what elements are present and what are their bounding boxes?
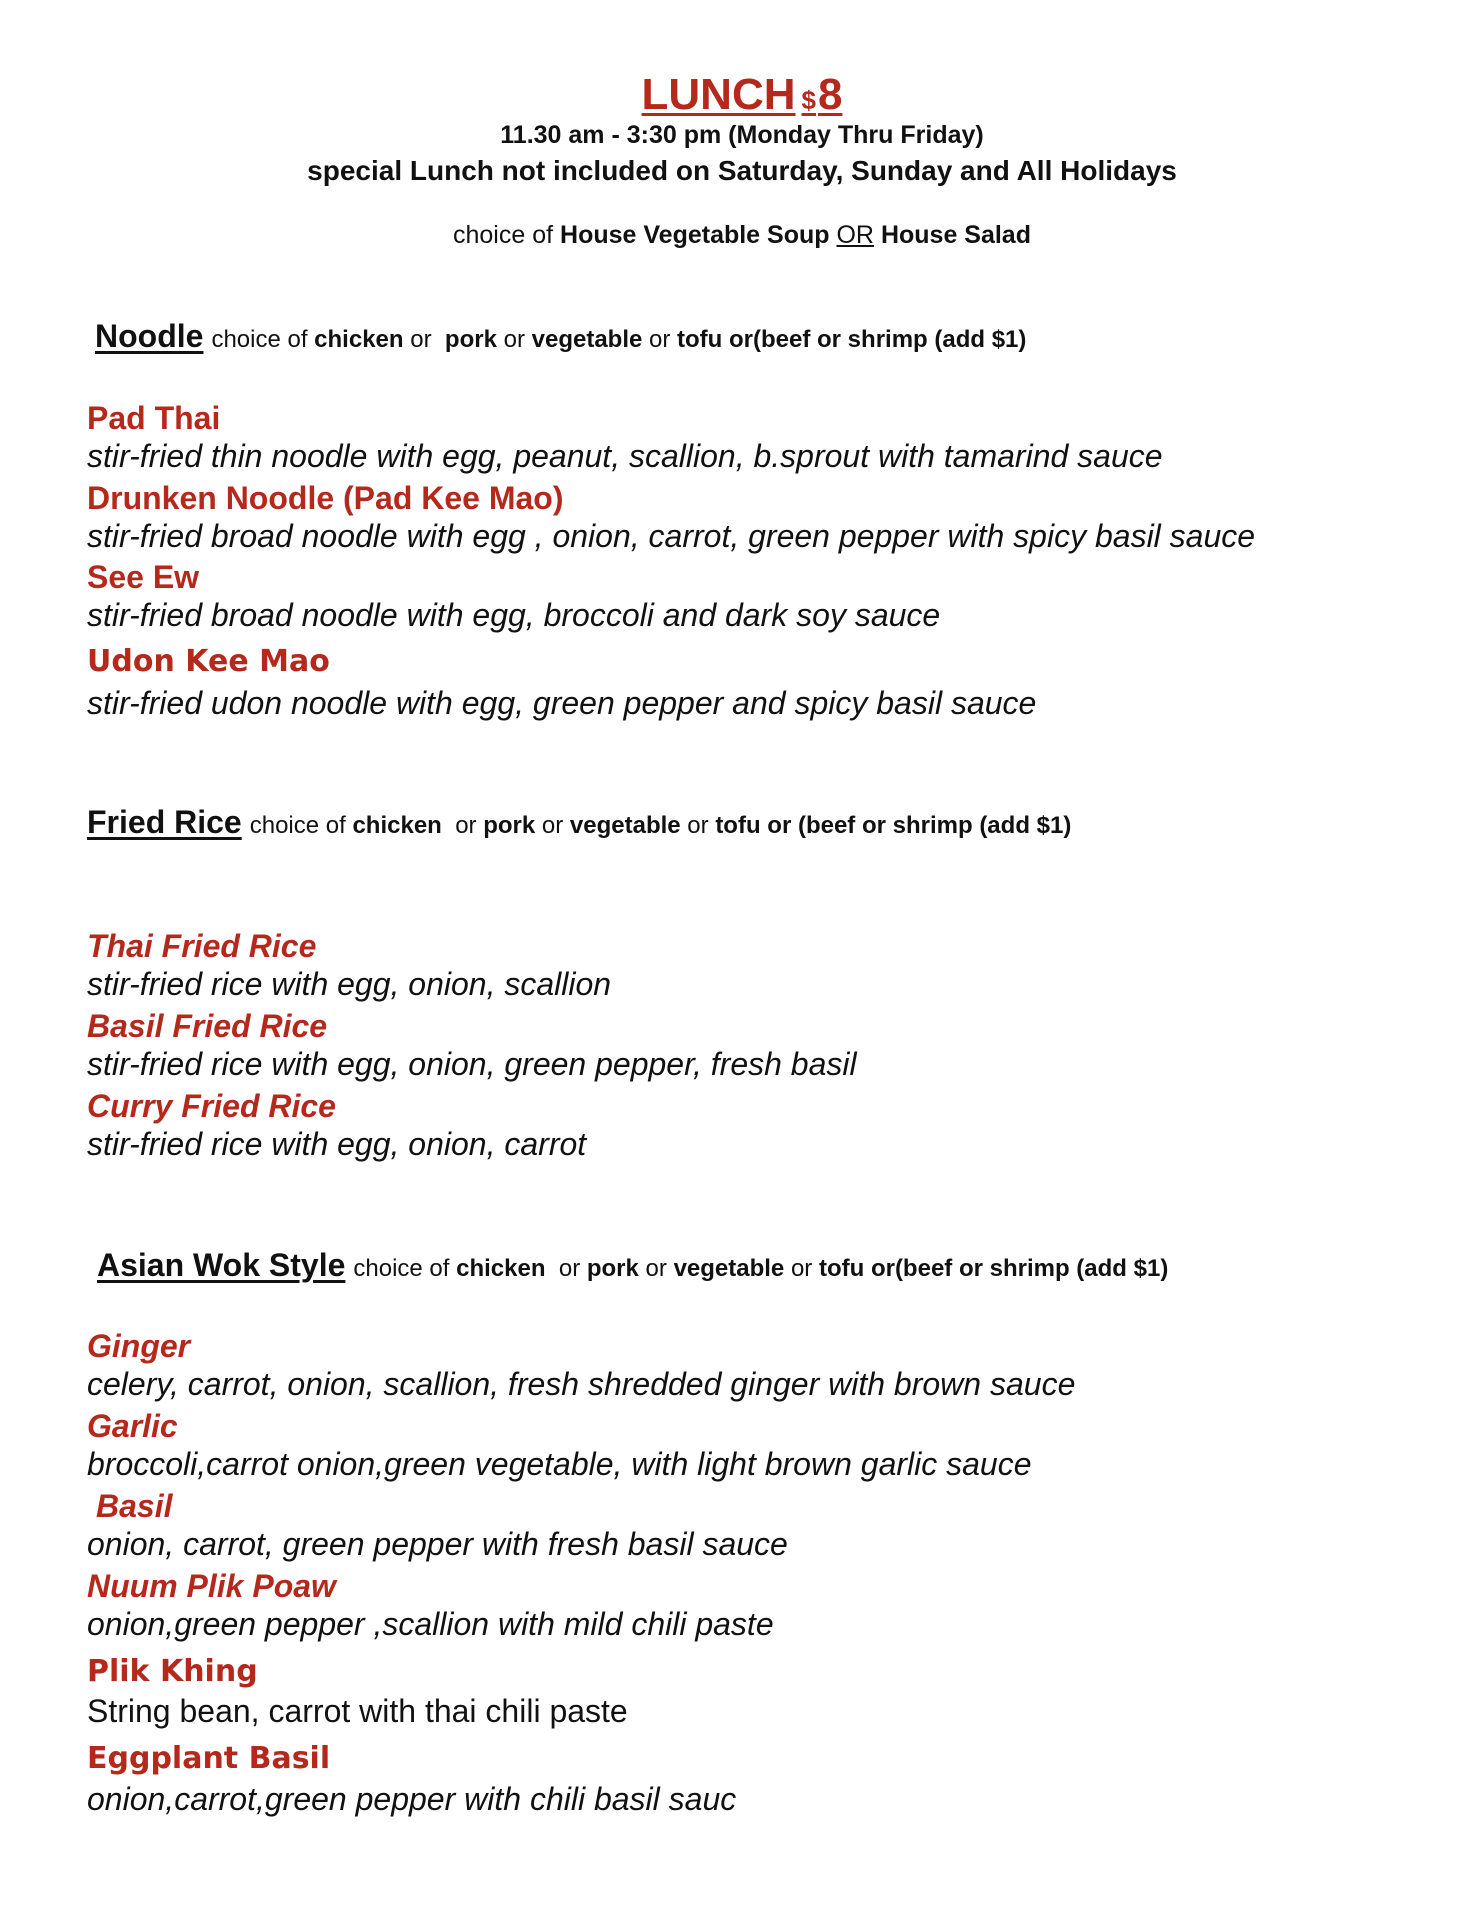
choice-prefix: choice of: [249, 812, 346, 839]
item-description: onion,carrot,green pepper with chili basil sauc: [87, 1781, 737, 1817]
item-description: stir-fried rice with egg, onion, carrot: [87, 1126, 587, 1162]
choice-prefix: choice of: [453, 221, 554, 249]
item-description: stir-fried thin noodle with egg, peanut, scallion, b.sprout with tamarind sauce: [87, 438, 1163, 474]
item-description: stir-fried udon noodle with egg, green pepper and spicy basil sauce: [87, 685, 1037, 721]
protein-pork: pork: [444, 326, 497, 353]
or-text: or: [645, 1255, 667, 1282]
lunch-notice: special Lunch not included on Saturday, Sunday and All Holidays: [307, 155, 1177, 186]
item-description: stir-fried broad noodle with egg , onion, carrot, green pepper with spicy basil sauce: [87, 518, 1256, 554]
item-name: Basil: [96, 1488, 173, 1524]
item-name: Eggplant Basil: [87, 1741, 331, 1776]
item-description: String bean, carrot with thai chili paste: [87, 1693, 628, 1729]
protein-chicken: chicken: [314, 326, 404, 353]
protein-vegetable: vegetable: [531, 326, 643, 353]
item-name: Plik Khing: [87, 1654, 258, 1689]
item-description: celery, carrot, onion, scallion, fresh shredded ginger with brown sauce: [87, 1366, 1076, 1402]
or-text: or: [455, 812, 477, 839]
protein-pork: pork: [586, 1255, 639, 1282]
currency-symbol: $: [801, 85, 816, 115]
or-text: or: [558, 1255, 581, 1282]
section-header-asian-wok-style: [97, 1245, 1168, 1289]
section-name: Noodle: [95, 318, 204, 354]
or-text: or: [410, 326, 432, 353]
protein-tofu-or-upgrade: tofu or(beef or shrimp (add $1): [677, 326, 1027, 353]
price: 8: [817, 70, 843, 119]
or-text: or: [649, 326, 671, 353]
item-description: onion, carrot, green pepper with fresh basil sauce: [87, 1526, 788, 1562]
item-description: stir-fried rice with egg, onion, green pepper, fresh basil: [87, 1046, 857, 1082]
or-text: or: [790, 1255, 813, 1282]
item-name: Basil Fried Rice: [87, 1008, 328, 1044]
menu-title: [0, 70, 1484, 125]
lunch-hours: 11.30 am - 3:30 pm (Monday Thru Friday): [500, 121, 984, 149]
protein-vegetable: vegetable: [673, 1255, 785, 1282]
item-description: stir-fried rice with egg, onion, scallion: [87, 966, 612, 1002]
choice-salad: House Salad: [880, 221, 1031, 249]
item-description: broccoli,carrot onion,green vegetable, with light brown garlic sauce: [87, 1446, 1032, 1482]
item-description: stir-fried broad noodle with egg, broccoli and dark soy sauce: [87, 597, 941, 633]
item-name: Ginger: [87, 1328, 191, 1364]
choice-soup: House Vegetable Soup: [560, 221, 830, 249]
section-name: Fried Rice: [87, 804, 242, 840]
protein-tofu-or-upgrade: tofu or (beef or shrimp (add $1): [715, 812, 1072, 839]
choice-or: OR: [836, 221, 874, 249]
protein-tofu-or-upgrade: tofu or(beef or shrimp (add $1): [818, 1255, 1169, 1282]
choice-prefix: choice of: [353, 1255, 450, 1282]
or-text: or: [687, 812, 709, 839]
title-text: LUNCH: [641, 70, 796, 119]
item-name: See Ew: [87, 559, 200, 595]
item-name: Curry Fried Rice: [87, 1088, 336, 1124]
item-name: Thai Fried Rice: [87, 928, 317, 964]
protein-chicken: chicken: [352, 812, 442, 839]
or-text: or: [541, 812, 564, 839]
section-name: Asian Wok Style: [97, 1247, 346, 1283]
item-name: Udon Kee Mao: [87, 644, 330, 679]
soup-salad-choice: [0, 220, 1484, 250]
item-name: Garlic: [87, 1408, 178, 1444]
section-header-noodle: [95, 316, 1026, 360]
item-name: Drunken Noodle (Pad Kee Mao): [87, 480, 564, 516]
or-text: or: [503, 326, 525, 353]
choice-prefix: choice of: [211, 326, 308, 353]
protein-chicken: chicken: [456, 1255, 546, 1282]
protein-pork: pork: [483, 812, 536, 839]
protein-vegetable: vegetable: [569, 812, 681, 839]
item-name: Pad Thai: [87, 400, 221, 436]
item-description: onion,green pepper ,scallion with mild chili paste: [87, 1606, 774, 1642]
section-header-fried-rice: [87, 802, 1071, 846]
item-name: Nuum Plik Poaw: [87, 1568, 336, 1604]
